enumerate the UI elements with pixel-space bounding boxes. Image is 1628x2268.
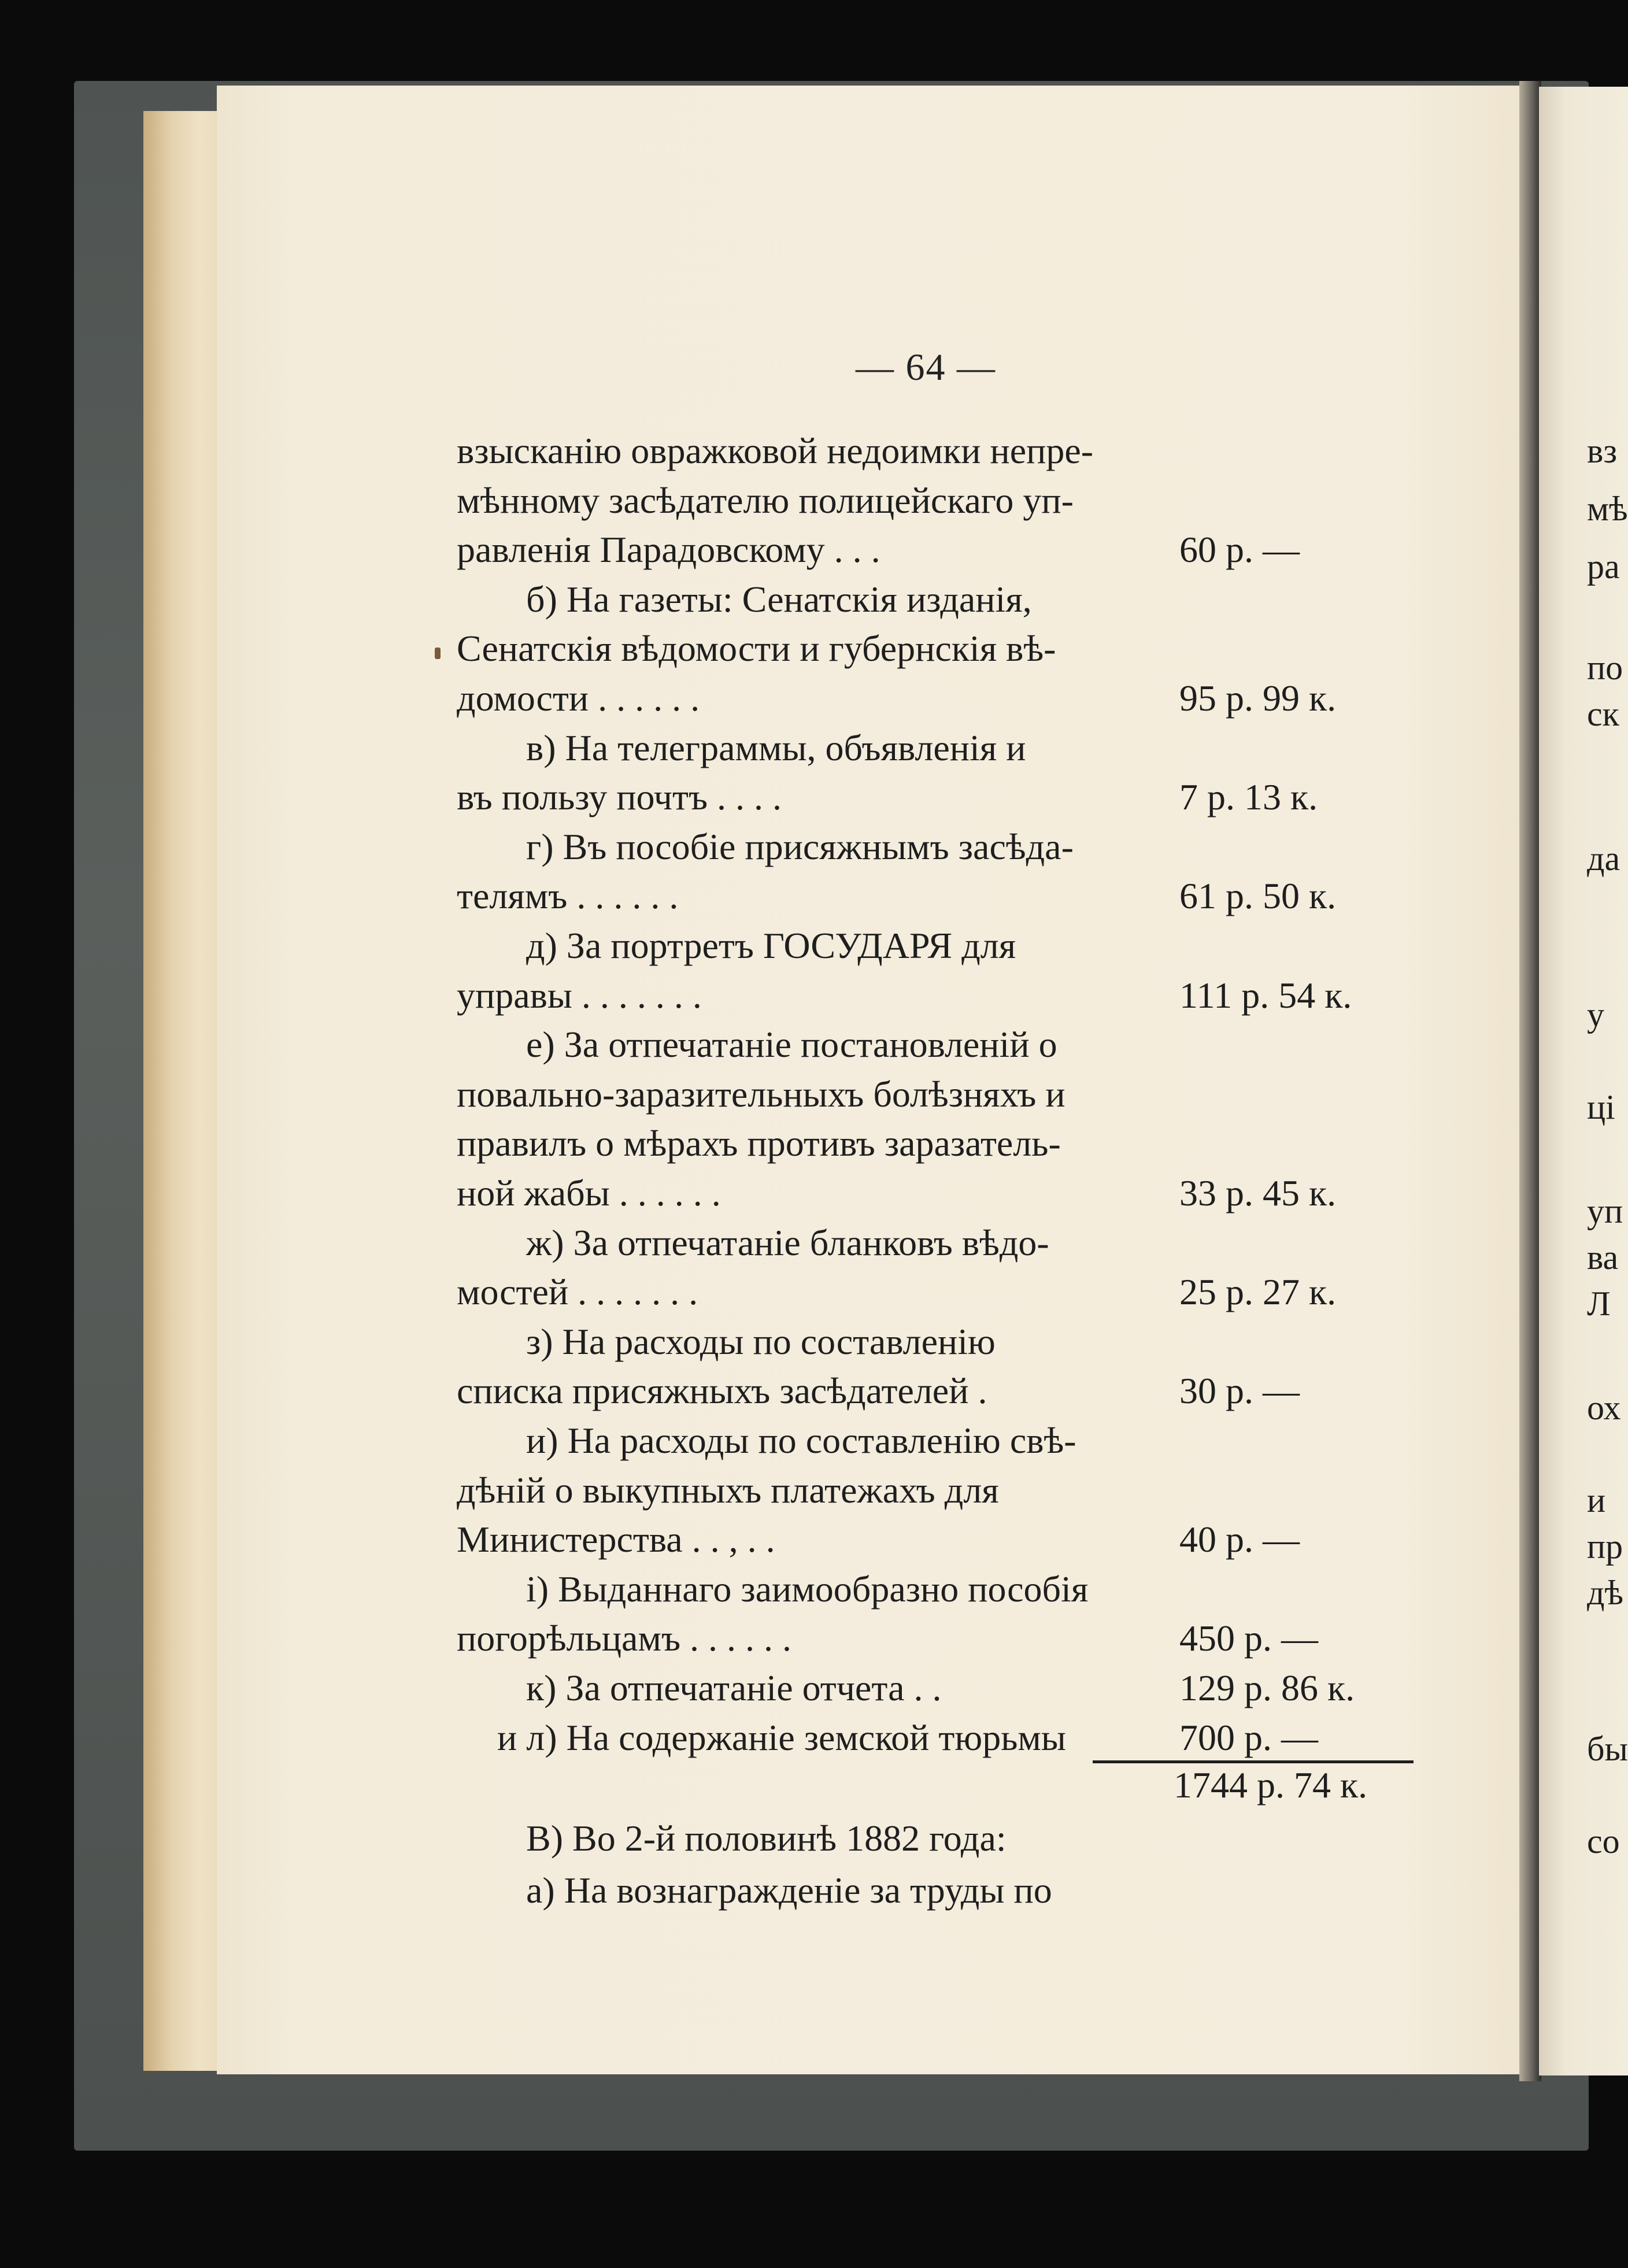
text-line: мостей . . . . . . . [457, 1271, 698, 1312]
line-amount: 40 р. — [1179, 1519, 1300, 1560]
section-heading: В) Во 2-й половинѣ 1882 года: [526, 1818, 1007, 1859]
text-line: Министерства . . , . . [457, 1519, 775, 1560]
text-line: мѣнному засѣдателю полицейскаго уп- [457, 480, 1074, 521]
text-line: домости . . . . . . [457, 678, 700, 719]
total-amount: 1744 р. 74 к. [1174, 1764, 1368, 1805]
facing-page-fragment: ра [1587, 547, 1620, 586]
facing-page-fragment: со [1587, 1822, 1620, 1860]
page-number: — 64 — [856, 346, 996, 389]
facing-page-fragment: да [1587, 839, 1620, 878]
facing-page-fragment: у [1587, 996, 1604, 1034]
line-amount: 33 р. 45 к. [1179, 1172, 1337, 1213]
text-line: и л) На содержаніе земской тюрьмы [497, 1717, 1066, 1758]
text-line: е) За отпечатаніе постановленій о [526, 1024, 1057, 1065]
facing-page-fragment: уп [1587, 1192, 1623, 1230]
line-amount: 60 р. — [1179, 529, 1300, 570]
facing-page-fragment: мѣ [1587, 490, 1628, 528]
line-amount: 700 р. — [1179, 1717, 1318, 1758]
text-line: и) На расходы по составленію свѣ- [526, 1420, 1076, 1461]
text-line: ж) За отпечатаніе бланковъ вѣдо- [526, 1222, 1049, 1263]
text-line: взысканію овражковой недоимки непре- [457, 430, 1094, 471]
text-line: в) На телеграммы, объявленія и [526, 727, 1026, 768]
facing-page-fragment: по [1587, 649, 1623, 687]
book-gutter [1519, 81, 1541, 2081]
ink-mark [435, 648, 441, 659]
text-line: д) За портретъ ГОСУДАРЯ для [526, 925, 1016, 966]
facing-page-fragment: Л [1587, 1285, 1611, 1323]
text-line: ной жабы . . . . . . [457, 1172, 721, 1213]
text-line: телямъ . . . . . . [457, 875, 679, 916]
text-line: з) На расходы по составленію [526, 1321, 996, 1362]
text-line: погорѣльцамъ . . . . . . [457, 1618, 792, 1659]
text-line: въ пользу почтъ . . . . [457, 776, 782, 817]
text-line: і) Выданнаго заимообразно пособія [526, 1568, 1089, 1610]
facing-page-fragment: вз [1587, 432, 1618, 470]
text-line: дѣній о выкупныхъ платежахъ для [457, 1470, 999, 1511]
text-line: Сенатскія вѣдомости и губернскія вѣ- [457, 628, 1056, 669]
line-amount: 30 р. — [1179, 1370, 1300, 1411]
text-line: к) За отпечатаніе отчета . . [526, 1667, 942, 1708]
text-line: равленія Парадовскому . . . [457, 529, 880, 570]
text-line: правилъ о мѣрахъ противъ заразатель- [457, 1123, 1061, 1164]
facing-page-fragment: и [1587, 1481, 1606, 1519]
text-line: списка присяжныхъ засѣдателей . [457, 1370, 987, 1411]
line-amount: 95 р. 99 к. [1179, 678, 1337, 719]
facing-page-fragment: ск [1587, 695, 1619, 733]
facing-page-fragment: ці [1587, 1088, 1615, 1126]
facing-page-fragment: пр [1587, 1527, 1623, 1566]
facing-page-fragment: ох [1587, 1389, 1621, 1427]
text-line: повально-заразительныхъ болѣзняхъ и [457, 1074, 1065, 1115]
facing-page [1539, 87, 1628, 2075]
facing-page-fragment: бы [1587, 1730, 1628, 1768]
last-line: а) На вознагражденіе за труды по [526, 1870, 1052, 1911]
page-stack-edge [143, 111, 224, 2071]
line-amount: 450 р. — [1179, 1618, 1318, 1659]
line-amount: 129 р. 86 к. [1179, 1667, 1355, 1708]
text-line: г) Въ пособіе присяжнымъ засѣда- [526, 826, 1074, 867]
facing-page-fragment: дѣ [1587, 1574, 1624, 1612]
line-amount: 61 р. 50 к. [1179, 875, 1337, 916]
facing-page-fragment: ва [1587, 1238, 1619, 1277]
text-line: б) На газеты: Сенатскія изданія, [526, 579, 1032, 620]
line-amount: 7 р. 13 к. [1179, 776, 1318, 817]
line-amount: 111 р. 54 к. [1179, 975, 1352, 1016]
line-amount: 25 р. 27 к. [1179, 1271, 1337, 1312]
text-line: управы . . . . . . . [457, 975, 702, 1016]
